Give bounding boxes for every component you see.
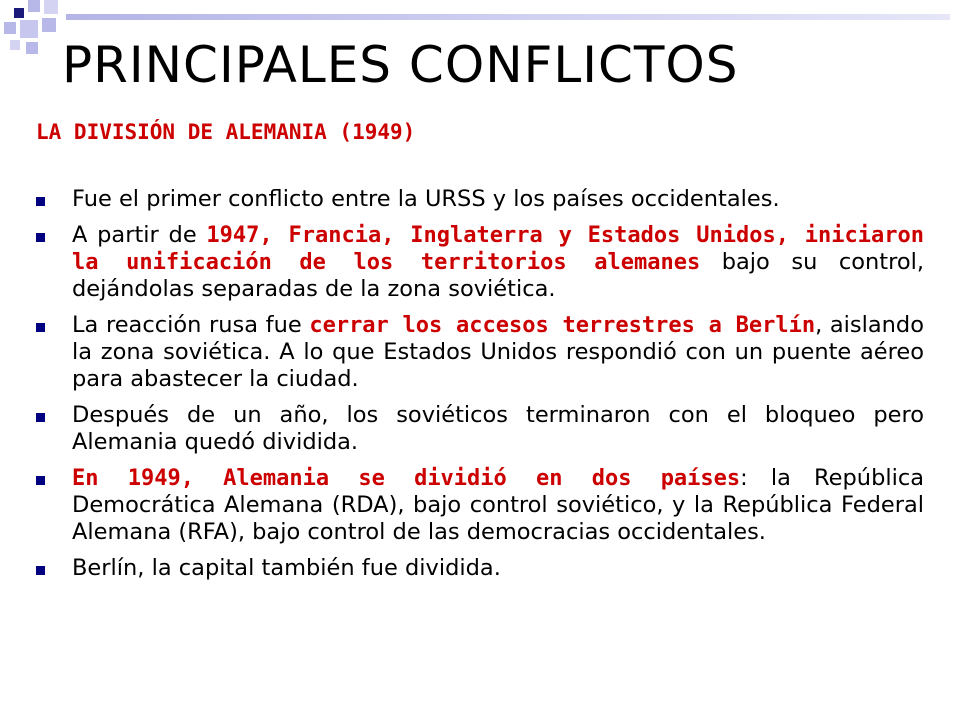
square-bullet-icon <box>36 197 45 206</box>
bullet-emphasis-text: cerrar los accesos terrestres a Berlín <box>309 313 816 338</box>
deco-square <box>26 42 38 54</box>
bullet-item <box>36 465 924 546</box>
square-bullet-icon <box>36 323 45 332</box>
bullet-text: : la República Democrática Alemana (RDA), bajo control soviético, y la República Federal Alemana (RFA), bajo control de las democracias occidentales. <box>72 465 925 545</box>
square-bullet-icon <box>36 566 45 575</box>
bullet-text: bajo su control, dejándolas separadas de la zona soviética. <box>72 249 925 302</box>
bullet-text: Berlín, la capital también fue dividida. <box>72 555 501 581</box>
slide-title: PRINCIPALES CONFLICTOS <box>62 36 739 94</box>
square-bullet-icon <box>36 476 45 485</box>
deco-square <box>20 20 38 38</box>
slide-subtitle: LA DIVISIÓN DE ALEMANIA (1949) <box>36 120 416 144</box>
square-bullet-icon <box>36 233 45 242</box>
header-rule <box>66 14 950 20</box>
bullet-emphasis-text: En 1949, Alemania se dividió en dos países <box>72 466 741 491</box>
deco-square <box>28 0 40 12</box>
square-bullet-icon <box>36 413 45 422</box>
bullet-text: , aislando la zona soviética. A lo que Estados Unidos respondió con un puente aéreo para abastecer la ciudad. <box>72 312 924 392</box>
bullet-item <box>36 402 924 456</box>
bullet-text: A partir de <box>72 222 207 248</box>
bullet-text: Fue el primer conflicto entre la URSS y los países occidentales. <box>72 186 780 212</box>
deco-square <box>44 0 58 14</box>
deco-square <box>4 22 16 34</box>
deco-square <box>42 18 56 32</box>
bullet-item <box>36 555 924 582</box>
bullet-text: La reacción rusa fue <box>72 312 310 338</box>
bullet-item <box>36 222 924 303</box>
bullet-text: Después de un año, los soviéticos terminaron con el bloqueo pero Alemania quedó dividida. <box>72 402 924 455</box>
deco-square <box>14 8 24 18</box>
bullet-emphasis-text: 1947, Francia, Inglaterra y Estados Unidos, iniciaron la unificación de los territorios alemanes <box>72 223 924 275</box>
bullet-item <box>36 186 924 213</box>
deco-square <box>10 40 20 50</box>
bullet-list <box>36 186 924 591</box>
bullet-item <box>36 312 924 393</box>
